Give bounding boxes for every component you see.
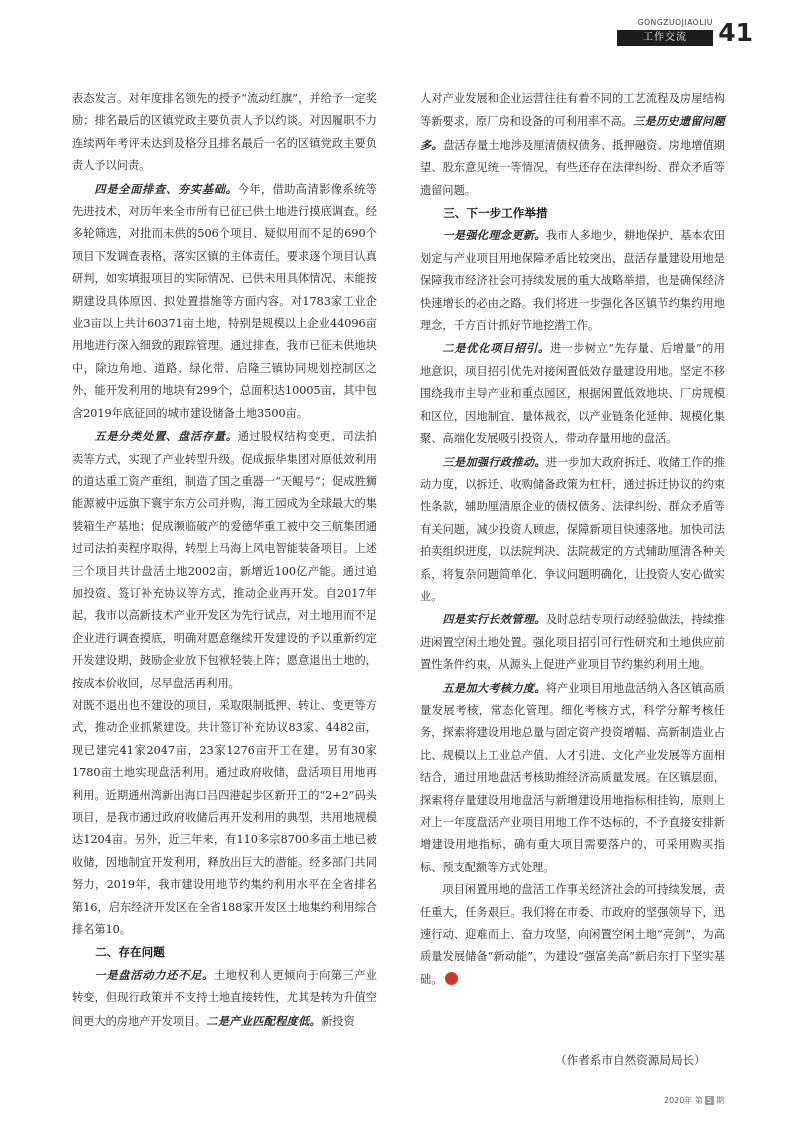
paragraph-body: 及时总结专项行动经验做法，持续推进闲置空闲土地处置。强化项目招引可行性研究和土地供应前置性条件约束，从源头上促进产业项目节约集约利用土地。 — [420, 613, 725, 672]
paragraph — [72, 425, 377, 695]
paragraph — [420, 451, 725, 609]
paragraph-lead: 三是加强行政推动。 — [442, 454, 546, 469]
paragraph-lead: 一是盘活动力还不足。 — [94, 967, 215, 982]
paragraph-body: 进一步加大政府拆迁、收储工作的推动力度，以拆迁、收购储备政策为杠杆，通过拆迁协议的约束性条款，辅助厘清原企业的债权债务、法律纠纷、群众矛盾等有关问题，减少投资人顾虑，保障新项目快速落地。加快司法拍卖组织进度，以法院判决、法院裁定的方式辅助厘清各种关系，将复杂问题简单化、争议问题明确化，让投资人安心做实业。 — [420, 455, 725, 603]
paragraph-body: 今年，借助高清影像系统等先进技术，对历年来全市所有已征已供土地进行摸底调查。经多轮筛选，对批而未供的506个项目、疑似用而不足的690个项目下发调查表格，落实区镇的主体责任。要求逐个项目认真研判，如实填报项目的实际情况、已供未用具体情况、未能按期建设具体原因、拟处置措施等方面内容。对1783家工业企业3亩以上共计60371亩土地，特别是规模以上企业44096亩用地进行深入细致的跟踪管理。通过排查，我市已征未供地块中，除边角地、道路、绿化带、启隆三镇协同规划控制区之外，能开发利用的地块有299个，总面积达10005亩，其中包含2019年底征回的城市建设储备土地3500亩。 — [72, 182, 377, 420]
paragraph — [420, 337, 725, 450]
right-column — [420, 88, 725, 991]
section-heading: 三、下一步工作举措 — [443, 206, 548, 221]
footer-issue-suffix: 期 — [716, 1096, 724, 1105]
paragraph-body: 新投资 — [321, 1014, 355, 1028]
page-number: 41 — [718, 18, 753, 47]
issue-footer — [664, 1095, 724, 1106]
paragraph-lead: 二是产业匹配程度低。 — [206, 1013, 322, 1028]
paragraph — [72, 178, 377, 425]
paragraph-body: 土地权利人更倾向于向第三产业转变，但现行政策并不支持土地直接转性，尤其是转为升值空间更大的房地产开发项目。 — [72, 968, 377, 1028]
left-column — [72, 88, 377, 1033]
paragraph-lead: 三是历史遗留问题多。 — [420, 114, 725, 152]
masthead — [613, 16, 753, 46]
paragraph — [420, 879, 725, 991]
paragraph: 对既不退出也不建设的项目，采取限制抵押、转让、变更等方式，推动企业抓紧建设。共计签订补充协议83家、4482亩，现已建完41家2047亩，23家1276亩开工在建，另有30家1780亩土地实现盘活利用。通过政府收储，盘活项目用地再利用。近期通州湾新出海口吕四港起步区新开工的“2+2”码头项目，是我市通过政府收储后再开发利用的典型，共用地规模达1204亩。另外，近三年来，有110多宗8700多亩土地已被收储，因地制宜开发利用，释放出巨大的潜能。经多部门共同努力，2019年，我市建设用地节约集约利用水平在全省排名第16，启东经济开发区在全省188家开发区土地集约利用综合排名第10。 — [72, 698, 377, 937]
paragraph-body: 通过股权结构变更、司法拍卖等方式，实现了产业转型升级。促成振华集团对原低效利用的道达重工资产重组，制造了国之重器一“天鲲号”；促成胜狮能源被中远旗下寰宇东方公司并购，海工园成为全球最大的集装箱生产基地；促成濒临破产的爱德华重工被中交三航集团通过司法拍卖程序取得，转型上马海上风电智能装备项目。上述三个项目共计盘活土地2002亩，新增近100亿产能。通过追加投资、签订补充协议等方式，推动企业再开发。自2017年起，我市以高新技术产业开发区为先行试点，对土地用而不足企业进行调查摸底，明确对愿意继续开发建设的予以重新约定开发建设期，鼓励企业放下包袱轻装上阵；愿意退出土地的，按成本价收回，尽早盘活再利用。 — [72, 430, 377, 690]
end-mark-seal-icon — [445, 972, 458, 985]
paragraph — [420, 677, 725, 880]
paragraph: 表态发言。对年度排名领先的授予“流动红旗”，并给予一定奖励；排名最后的区镇党政主要负责人予以约谈。对因履职不力连续两年考评未达到及格分且排名最后一名的区镇党政主要负责人予以问责。 — [72, 92, 377, 173]
author-note: （作者系市自然资源局局长） — [555, 1053, 706, 1067]
masthead-pinyin: GONGZUOJIAOLIU — [637, 18, 713, 27]
paragraph-body: 进一步树立“先存量、后增量”的用地意识，项目招引优先对接闲置低效存量建设用地。坚定不移围绕我市主导产业和重点园区，根据闲置低效地块、厂房规模和区位，因地制宜、量体裁衣，以产业链条化延伸、规模化集聚、高端化发展吸引投资人，带动存量用地的盘活。 — [420, 342, 725, 446]
paragraph-lead: 五是分类处置、盘活存量。 — [94, 429, 238, 444]
footer-issue-number: 5 — [706, 1096, 712, 1105]
paragraph — [420, 88, 725, 202]
paragraph-body: 盘活存量土地涉及厘清债权债务、抵押融资、房地增值期望、股东意见统一等情况，有些还存在法律纠纷、群众矛盾等遗留问题。 — [420, 138, 725, 197]
paragraph-lead: 四是全面排查、夯实基础。 — [94, 181, 238, 196]
paragraph-lead: 五是加大考核力度。 — [442, 680, 546, 695]
paragraph-body: 我市人多地少，耕地保护、基本农田划定与产业项目用地保障矛盾比较突出，盘活存量建设用地是保障我市经济社会可持续发展的重大战略举措，也是确保经济快速增长的必由之路。我们将进一步强化各区镇节约集约用地理念，千方百计抓好节地挖潜工作。 — [420, 229, 725, 333]
footer-year: 2020年 第 — [664, 1096, 703, 1105]
paragraph-body: 人对产业发展和企业运营往往有着不同的工艺流程及房屋结构等新要求，原厂房和设备的可利用率不高。 — [420, 92, 725, 129]
paragraph-lead: 一是强化理念更新。 — [442, 228, 546, 243]
paragraph — [72, 964, 377, 1033]
paragraph-lead: 四是实行长效管理。 — [442, 612, 546, 627]
paragraph — [420, 224, 725, 337]
paragraph-lead: 二是优化项目招引。 — [442, 341, 550, 356]
paragraph-body: 项目闲置用地的盘活工作事关经济社会的可持续发展，责任重大，任务艰巨。我们将在市委、市政府的坚强领导下，迅速行动、迎难而上、奋力攻坚，向闲置空闲土地“亮剑”，为高质量发展储备“新动能”，为建设“强富美高”新启东打下坚实基础。 — [420, 883, 725, 986]
section-heading: 二、存在问题 — [95, 945, 165, 960]
masthead-section-label: 工作交流 — [617, 30, 713, 46]
paragraph — [420, 608, 725, 676]
paragraph-body: 将产业项目用地盘活纳入各区镇高质量发展考核，常态化管理。细化考核方式，科学分解考核任务，探索将建设用地总量与固定资产投资增幅、高新制造业占比、规模以上工业总产值、人才引进、文化产业发展等方面相结合，通过用地盘活考核助推经济高质量发展。在区镇层面，探索将存量建设用地盘活与新增建设用地指标相挂钩，原则上对上一年度盘活产业项目用地工作不达标的，不予直接安排新增建设用地指标，确有重大项目需要落户的，可采用购买指标、预支配额等方式处理。 — [420, 681, 725, 874]
